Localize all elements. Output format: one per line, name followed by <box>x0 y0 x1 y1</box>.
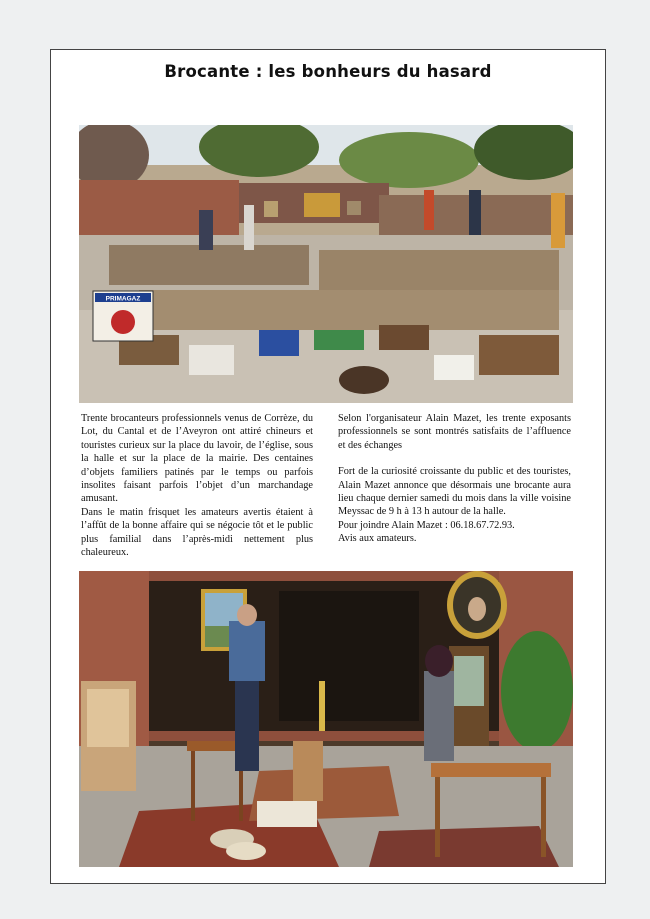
primagaz-sign-text: PRIMAGAZ <box>105 295 141 303</box>
right-paragraph-3: Pour joindre Alain Mazet : 06.18.67.72.93. <box>338 519 515 531</box>
left-text-column <box>81 412 313 559</box>
article-title: Brocante : les bonheurs du hasard <box>164 62 492 81</box>
left-paragraph-1: Trente brocanteurs professionnels venus de Corrèze, du Lot, du Cantal et de l’Aveyron ont attiré chineurs et touristes curieux sur la place du lavoir, de l’église, sous la halle et sur la place de la mairie. Des centaines d’objets familiers patinés par le temps ou parfois insolites faisant parfois l’objet d’un marchandage amusant. <box>81 413 313 505</box>
flea-market-outdoor-photo <box>79 125 573 403</box>
right-paragraph-4: Avis aux amateurs. <box>338 533 417 545</box>
paragraph-spacer <box>338 452 571 465</box>
antique-furniture-photo <box>79 571 573 867</box>
right-paragraph-2: Fort de la curiosité croissante du public et des touristes, Alain Mazet annonce que désormais une brocante aura lieu chaque dernier samedi du mois dans la ville voisine Meyssac de 9 h à 13 h autour de la halle. <box>338 466 571 518</box>
right-paragraph-1: Selon l'organisateur Alain Mazet, les trente exposants professionnels se sont montrés satisfaits de l’affluence et des échanges <box>338 413 571 451</box>
right-text-column <box>338 412 571 546</box>
left-paragraph-2: Dans le matin frisquet les amateurs avertis étaient à l’affût de la bonne affaire qui se négocie tôt et le public plus familial dans l’après-midi nettement plus chaleureux. <box>81 506 313 559</box>
article-page <box>50 49 606 884</box>
